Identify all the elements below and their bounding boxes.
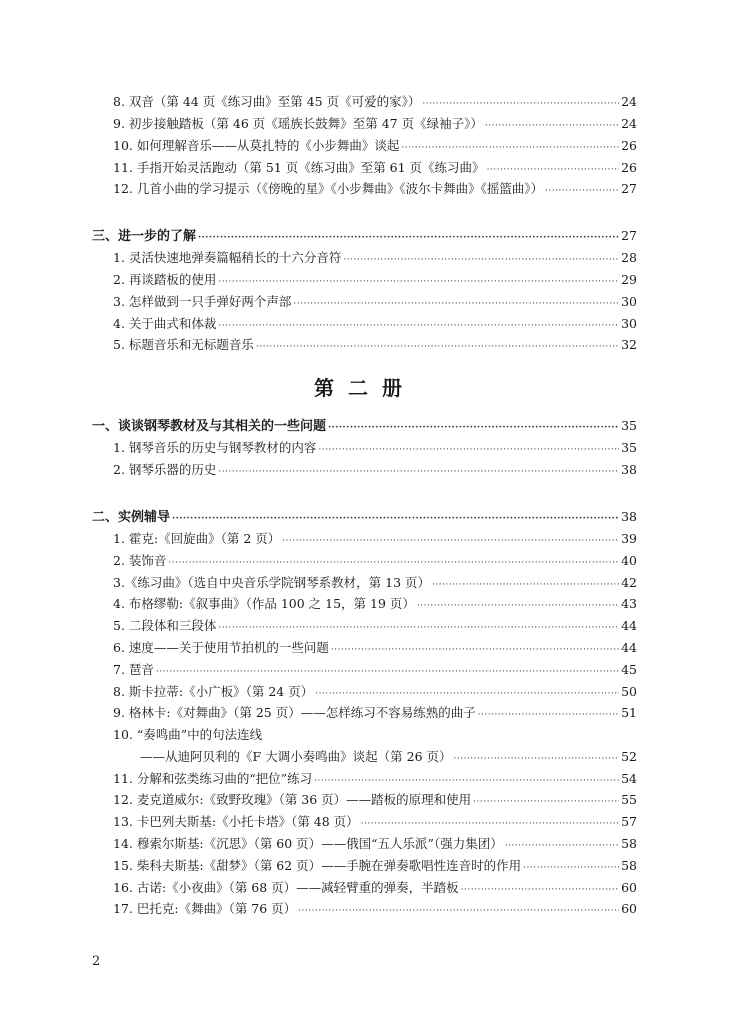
- toc-dot-leader: [218, 619, 619, 637]
- toc-entry-title: 11. 分解和弦类练习曲的“把位”练习: [113, 771, 313, 786]
- toc-entry-title: 5. 二段体和三段体: [113, 618, 217, 633]
- toc-dot-leader: [218, 317, 619, 335]
- toc-entry-page: 54: [621, 771, 637, 786]
- toc-entry-page: 44: [621, 640, 637, 655]
- toc-entry-title: 一、谈谈钢琴教材及与其相关的一些问题: [92, 419, 327, 434]
- toc-section-heading: [92, 508, 637, 526]
- toc-dot-leader: [505, 837, 619, 855]
- toc-dot-leader: [461, 881, 619, 899]
- toc-dot-leader: [401, 139, 619, 157]
- toc-entry: [113, 315, 637, 333]
- toc-entry: [113, 857, 637, 875]
- toc-entry: [113, 574, 637, 592]
- toc-entry-page: 28: [621, 250, 637, 265]
- toc-dot-leader: [282, 532, 619, 550]
- toc-dot-leader: [172, 510, 619, 528]
- toc-entry-page: 52: [621, 749, 637, 764]
- volume-heading: 第二册: [314, 376, 416, 400]
- toc-entry-page: 60: [621, 901, 637, 916]
- toc-entry-page: 58: [621, 858, 637, 873]
- toc-entry: [113, 461, 637, 479]
- toc-entry: [113, 704, 637, 722]
- toc-entry-page: 30: [621, 316, 637, 331]
- toc-entry-title: 4. 布格缪勒:《叙事曲》（作品 100 之 15，第 19 页）: [113, 596, 415, 611]
- toc-entry-page: 45: [621, 662, 637, 677]
- toc-dot-leader: [293, 295, 619, 313]
- toc-entry-title: 6. 速度——关于使用节拍机的一些问题: [113, 640, 329, 655]
- toc-dot-leader: [545, 182, 619, 200]
- toc-entry-title: 8. 斯卡拉蒂:《小广板》（第 24 页）: [113, 684, 314, 699]
- toc-entry-page: 60: [621, 880, 637, 895]
- toc-dot-leader: [256, 338, 619, 356]
- toc-entry: [113, 439, 637, 457]
- toc-entry-title: 2. 装饰音: [113, 553, 167, 568]
- toc-entry: [113, 639, 637, 657]
- toc-entry-page: 38: [621, 462, 637, 477]
- toc-dot-leader: [523, 859, 619, 877]
- toc-entry-page: 26: [621, 138, 637, 153]
- toc-entry-page: 40: [621, 553, 637, 568]
- toc-dot-leader: [298, 902, 619, 920]
- toc-entry-page: 44: [621, 618, 637, 633]
- toc-entry-title: 15. 柴科夫斯基:《甜梦》（第 62 页）——手腕在弹奏歌唱性连音时的作用: [113, 858, 522, 873]
- toc-entry-title: 11. 手指开始灵活跑动（第 51 页《练习曲》至第 61 页《练习曲》: [113, 160, 485, 175]
- toc-entry-title: 8. 双音（第 44 页《练习曲》至第 45 页《可爱的家》）: [113, 94, 421, 109]
- toc-entry: [113, 93, 637, 111]
- toc-entry-title: 2. 再谈踏板的使用: [113, 272, 217, 287]
- toc-entry-page: 24: [621, 94, 637, 109]
- toc-entry-title: 12. 麦克道威尔:《致野玫瑰》（第 36 页）——踏板的原理和使用: [113, 792, 472, 807]
- toc-entry-title: ——从迪阿贝利的《F 大调小奏鸣曲》谈起（第 26 页）: [140, 749, 452, 764]
- toc-entry-title: 1. 灵活快速地弹奏篇幅稍长的十六分音符: [113, 250, 342, 265]
- toc-entry: [113, 115, 637, 133]
- toc-entry: [113, 180, 637, 198]
- toc-entry-page: 42: [621, 575, 637, 590]
- toc-entry-page: 27: [621, 228, 637, 243]
- toc-entry-title: 10. 如何理解音乐——从莫扎特的《小步舞曲》谈起: [113, 138, 400, 153]
- toc-entry: [113, 683, 637, 701]
- toc-entry: [113, 770, 637, 788]
- toc-entry-page: 32: [621, 337, 637, 352]
- toc-entry-title: 2. 钢琴乐器的历史: [113, 462, 217, 477]
- toc-entry: [113, 159, 637, 177]
- toc-entry-page: 55: [621, 792, 637, 807]
- toc-entry-page: 39: [621, 531, 637, 546]
- toc-entry: [140, 748, 637, 766]
- toc-dot-leader: [485, 117, 619, 135]
- toc-entry-title: 1. 霍克:《回旋曲》（第 2 页）: [113, 531, 281, 546]
- toc-entry-page: 58: [621, 836, 637, 851]
- toc-entry: [113, 726, 637, 744]
- toc-entry-title: 1. 钢琴音乐的历史与钢琴教材的内容: [113, 440, 317, 455]
- toc-entry-page: 57: [621, 814, 637, 829]
- toc-entry-page: 50: [621, 684, 637, 699]
- toc-dot-leader: [473, 793, 619, 811]
- toc-entry: [113, 552, 637, 570]
- toc-dot-leader: [417, 597, 619, 615]
- toc-entry: [113, 530, 637, 548]
- toc-entry: [113, 661, 637, 679]
- toc-entry: [113, 271, 637, 289]
- toc-entry: [113, 835, 637, 853]
- toc-entry-title: 9. 格林卡:《对舞曲》（第 25 页）——怎样练习不容易练熟的曲子: [113, 705, 476, 720]
- toc-dot-leader: [318, 441, 619, 459]
- toc-dot-leader: [218, 463, 619, 481]
- toc-entry-title: 16. 古诺:《小夜曲》（第 68 页）——减轻臂重的弹奏，半踏板: [113, 880, 459, 895]
- toc-section-heading: [92, 417, 637, 435]
- toc-entry: [113, 293, 637, 311]
- toc-entry-page: 27: [621, 181, 637, 196]
- toc-entry: [113, 617, 637, 635]
- toc-entry: [113, 900, 637, 918]
- toc-entry-page: 35: [621, 418, 637, 433]
- toc-entry-title: 三、进一步的了解: [92, 229, 197, 244]
- toc-dot-leader: [328, 419, 619, 437]
- toc-dot-leader: [422, 95, 619, 113]
- page-number: 2: [92, 954, 101, 969]
- toc-entry-title: 5. 标题音乐和无标题音乐: [113, 337, 254, 352]
- toc-dot-leader: [361, 815, 619, 833]
- toc-entry-page: 30: [621, 294, 637, 309]
- toc-dot-leader: [343, 251, 619, 269]
- toc-entry-title: 14. 穆索尔斯基:《沉思》（第 60 页）——俄国“五人乐派”（强力集团）: [113, 836, 503, 851]
- toc-entry-page: 35: [621, 440, 637, 455]
- toc-dot-leader: [314, 772, 619, 790]
- toc-entry: [113, 137, 637, 155]
- toc-entry: [113, 595, 637, 613]
- toc-entry: [113, 249, 637, 267]
- toc-entry-title: 3. 怎样做到一只手弹好两个声部: [113, 294, 292, 309]
- toc-entry-title: 7. 琶音: [113, 662, 154, 677]
- toc-entry-page: 38: [621, 509, 637, 524]
- toc-entry-title: 12. 几首小曲的学习提示（《傍晚的星》《小步舞曲》《波尔卡舞曲》《摇篮曲》）: [113, 181, 544, 196]
- toc-entry-title: 10. “奏鸣曲”中的句法连线: [113, 727, 263, 742]
- toc-entry-page: 24: [621, 116, 637, 131]
- toc-entry: [113, 336, 637, 354]
- toc-entry-page: 26: [621, 160, 637, 175]
- toc-dot-leader: [168, 554, 619, 572]
- toc-dot-leader: [487, 161, 620, 179]
- toc-dot-leader: [156, 663, 619, 681]
- toc-entry-page: 43: [621, 596, 637, 611]
- toc-entry-title: 17. 巴托克:《舞曲》（第 76 页）: [113, 901, 297, 916]
- toc-dot-leader: [331, 641, 619, 659]
- toc-entry-title: 二、实例辅导: [92, 510, 171, 525]
- toc-entry: [113, 879, 637, 897]
- toc-entry: [113, 813, 637, 831]
- toc-entry-page: 29: [621, 272, 637, 287]
- toc-entry-title: 3.《练习曲》（选自中央音乐学院钢琴系教材，第 13 页）: [113, 575, 431, 590]
- toc-dot-leader: [432, 576, 619, 594]
- toc-entry-title: 4. 关于曲式和体裁: [113, 316, 217, 331]
- toc-entry-page: 51: [621, 705, 637, 720]
- toc-dot-leader: [478, 706, 619, 724]
- toc-entry-title: 9. 初步接触踏板（第 46 页《瑶族长鼓舞》至第 47 页《绿袖子》）: [113, 116, 483, 131]
- toc-dot-leader: [454, 750, 620, 768]
- toc-dot-leader: [315, 685, 619, 703]
- toc-dot-leader: [218, 273, 619, 291]
- toc-section-heading: [92, 227, 637, 245]
- toc-entry: [113, 791, 637, 809]
- toc-entry-title: 13. 卡巴列夫斯基:《小托卡塔》（第 48 页）: [113, 814, 359, 829]
- toc-dot-leader: [198, 229, 619, 247]
